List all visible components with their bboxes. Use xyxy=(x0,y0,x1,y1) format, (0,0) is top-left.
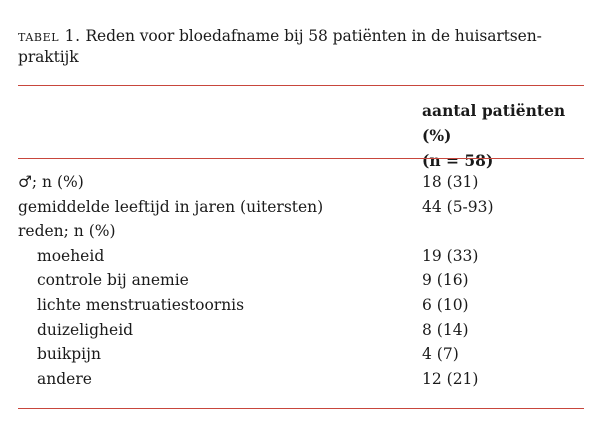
row-label: duizeligheid xyxy=(37,320,134,339)
row-label: controle bij anemie xyxy=(37,271,189,290)
table-row xyxy=(18,219,584,244)
row-label: gemiddelde leeftijd in jaren (uitersten) xyxy=(18,197,324,216)
table-row xyxy=(18,293,584,318)
row-label: ♂; n (%) xyxy=(18,173,84,191)
table-body xyxy=(18,170,584,391)
row-value: 19 (33) xyxy=(422,246,479,265)
row-value: 4 (7) xyxy=(422,345,459,364)
table-row xyxy=(18,244,584,269)
table-row xyxy=(18,367,584,392)
column-header-title: aantal patiënten (%) xyxy=(422,101,566,145)
row-value: 6 (10) xyxy=(422,295,469,314)
row-value: 44 (5-93) xyxy=(422,197,494,216)
table-row xyxy=(18,268,584,293)
row-label: moeheid xyxy=(37,246,105,265)
table-row xyxy=(18,170,584,195)
row-value: 12 (21) xyxy=(422,369,479,388)
table-caption-label: tabel 1. xyxy=(18,27,81,45)
row-value: 8 (14) xyxy=(422,320,469,339)
row-label: reden; n (%) xyxy=(18,222,116,241)
table-row xyxy=(18,318,584,343)
header-rule xyxy=(18,158,584,159)
column-header-total: (n = 58) xyxy=(422,151,494,170)
row-value: 9 (16) xyxy=(422,271,469,290)
row-value: 18 (31) xyxy=(422,173,479,191)
table-row xyxy=(18,195,584,220)
table-caption-text: Reden voor bloedafname bij 58 patiënten in de huisartsen-praktijk xyxy=(18,27,542,66)
table-caption xyxy=(18,26,584,68)
table-row xyxy=(18,342,584,367)
column-header xyxy=(422,98,584,173)
top-rule xyxy=(18,85,584,86)
row-label: andere xyxy=(37,369,92,388)
bottom-rule xyxy=(18,408,584,409)
row-label: buikpijn xyxy=(37,345,101,364)
row-label: lichte menstruatiestoornis xyxy=(37,295,245,314)
